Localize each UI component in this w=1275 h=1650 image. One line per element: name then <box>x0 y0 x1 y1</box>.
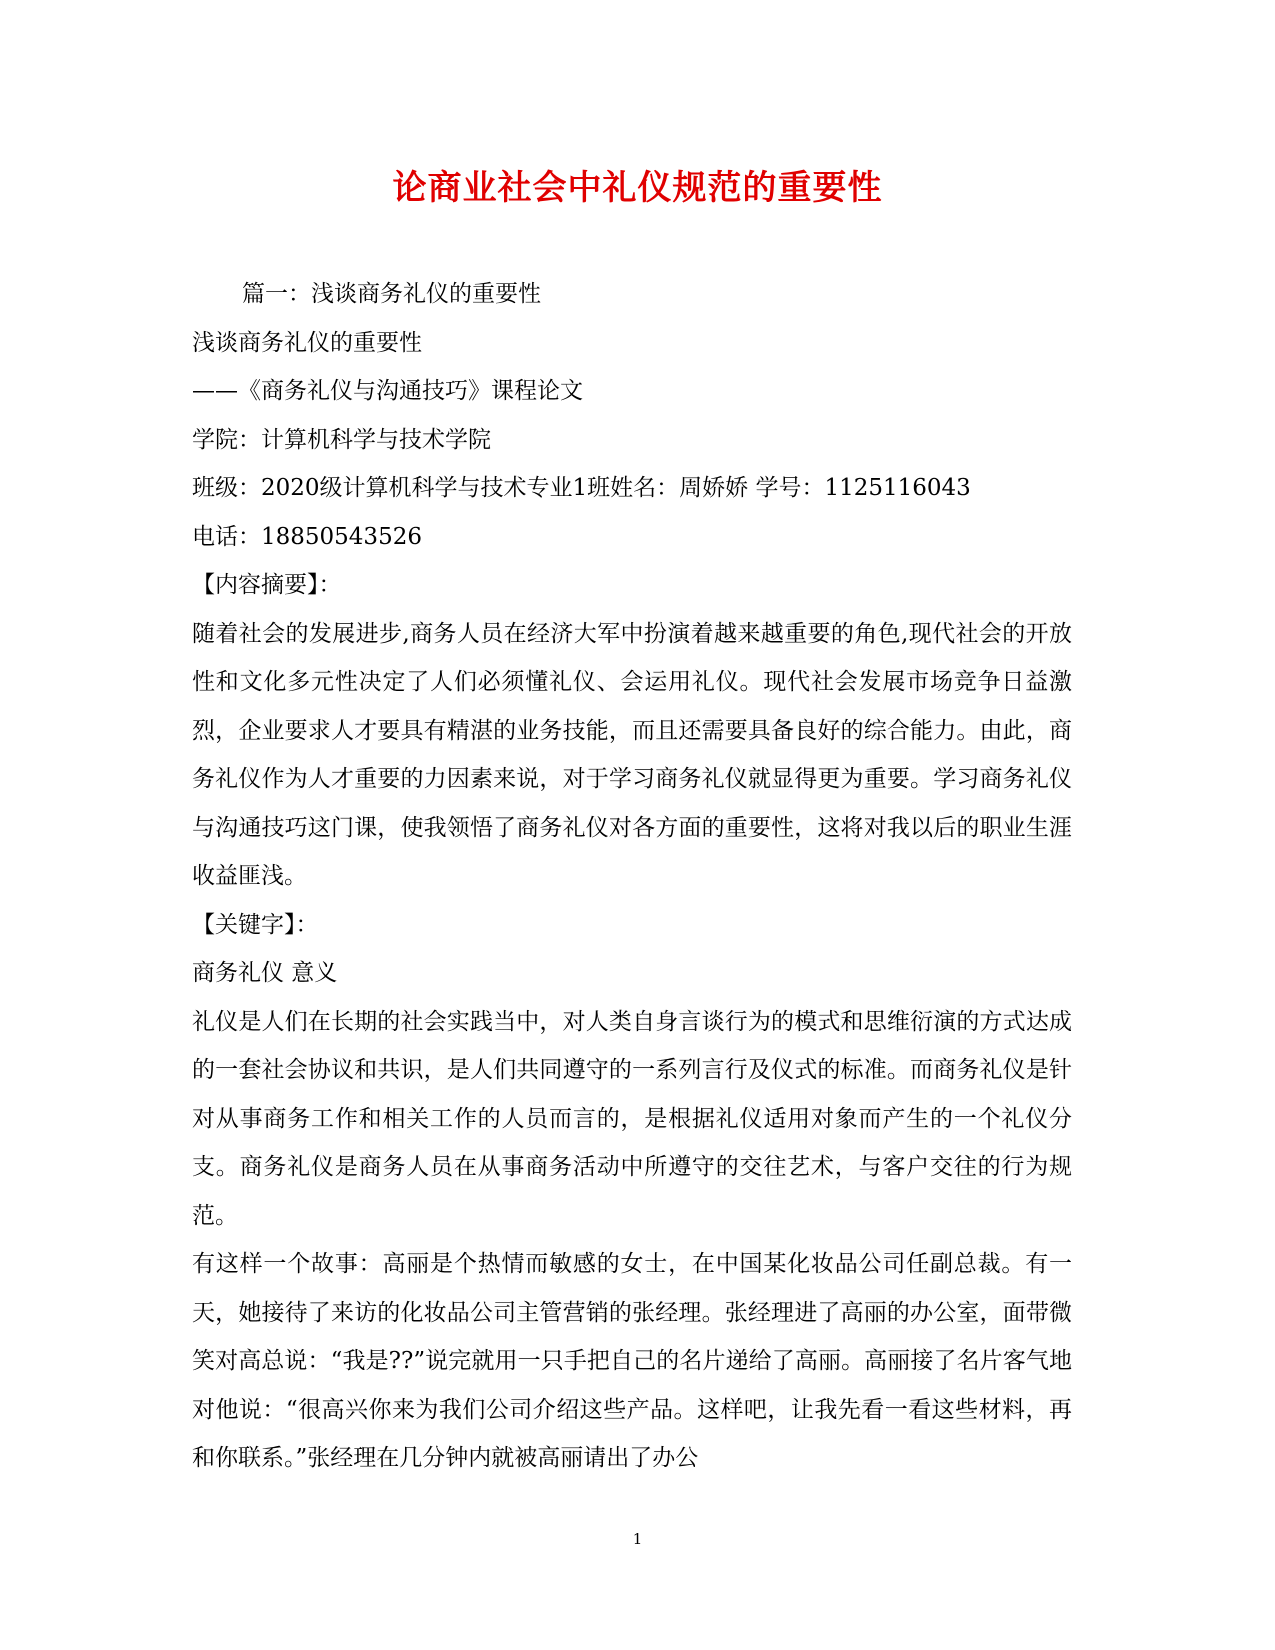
class-name-id-line: 班级：2020级计算机科学与技术专业1班姓名：周娇娇 学号：1125116043 <box>192 475 971 501</box>
paper-subtitle: ——《商务礼仪与沟通技巧》课程论文 <box>192 378 583 404</box>
page-number: 1 <box>632 1530 643 1548</box>
phone-line: 电话：18850543526 <box>192 523 422 550</box>
document-body <box>192 270 1072 1483</box>
keywords-line: 商务礼仪 意义 <box>192 960 338 986</box>
section-heading: 篇一：浅谈商务礼仪的重要性 <box>242 281 541 307</box>
abstract-heading: 【内容摘要】： <box>192 572 342 598</box>
body-paragraph: 有这样一个故事：高丽是个热情而敏感的女士，在中国某化妆品公司任副总裁。有一天，她接待了来访的化妆品公司主管营销的张经理。张经理进了高丽的办公室，面带微笑对高总说：“我是??”说完就用一只手把自己的名片递给了高丽。高丽接了名片客气地对他说：“很高兴你来为我们公司介绍这些产品。这样吧，让我先看一看这些材料，再和你联系。”张经理在几分钟内就被高丽请出了办公 <box>192 1251 1072 1471</box>
paper-title: 浅谈商务礼仪的重要性 <box>192 329 422 356</box>
abstract-paragraph: 随着社会的发展进步,商务人员在经济大军中扮演着越来越重要的角色,现代社会的开放性和文化多元性决定了人们必须懂礼仪、会运用礼仪。现代社会发展市场竞争日益激烈，企业要求人才要具有精湛的业务技能，而且还需要具备良好的综合能力。由此，商务礼仪作为人才重要的力因素来说，对于学习商务礼仪就显得更为重要。学习商务礼仪与沟通技巧这门课，使我领悟了商务礼仪对各方面的重要性，这将对我以后的职业生涯收益匪浅。 <box>192 620 1072 889</box>
document-title: 论商业社会中礼仪规范的重要性 <box>392 168 883 208</box>
keywords-heading: 【关键字】： <box>192 911 319 938</box>
body-paragraph: 礼仪是人们在长期的社会实践当中，对人类自身言谈行为的模式和思维衍演的方式达成的一套社会协议和共识，是人们共同遵守的一系列言行及仪式的标准。而商务礼仪是针对从事商务工作和相关工作的人员而言的，是根据礼仪适用对象而产生的一个礼仪分支。商务礼仪是商务人员在从事商务活动中所遵守的交往艺术，与客户交往的行为规范。 <box>192 1008 1072 1229</box>
college-line: 学院：计算机科学与技术学院 <box>192 426 491 453</box>
